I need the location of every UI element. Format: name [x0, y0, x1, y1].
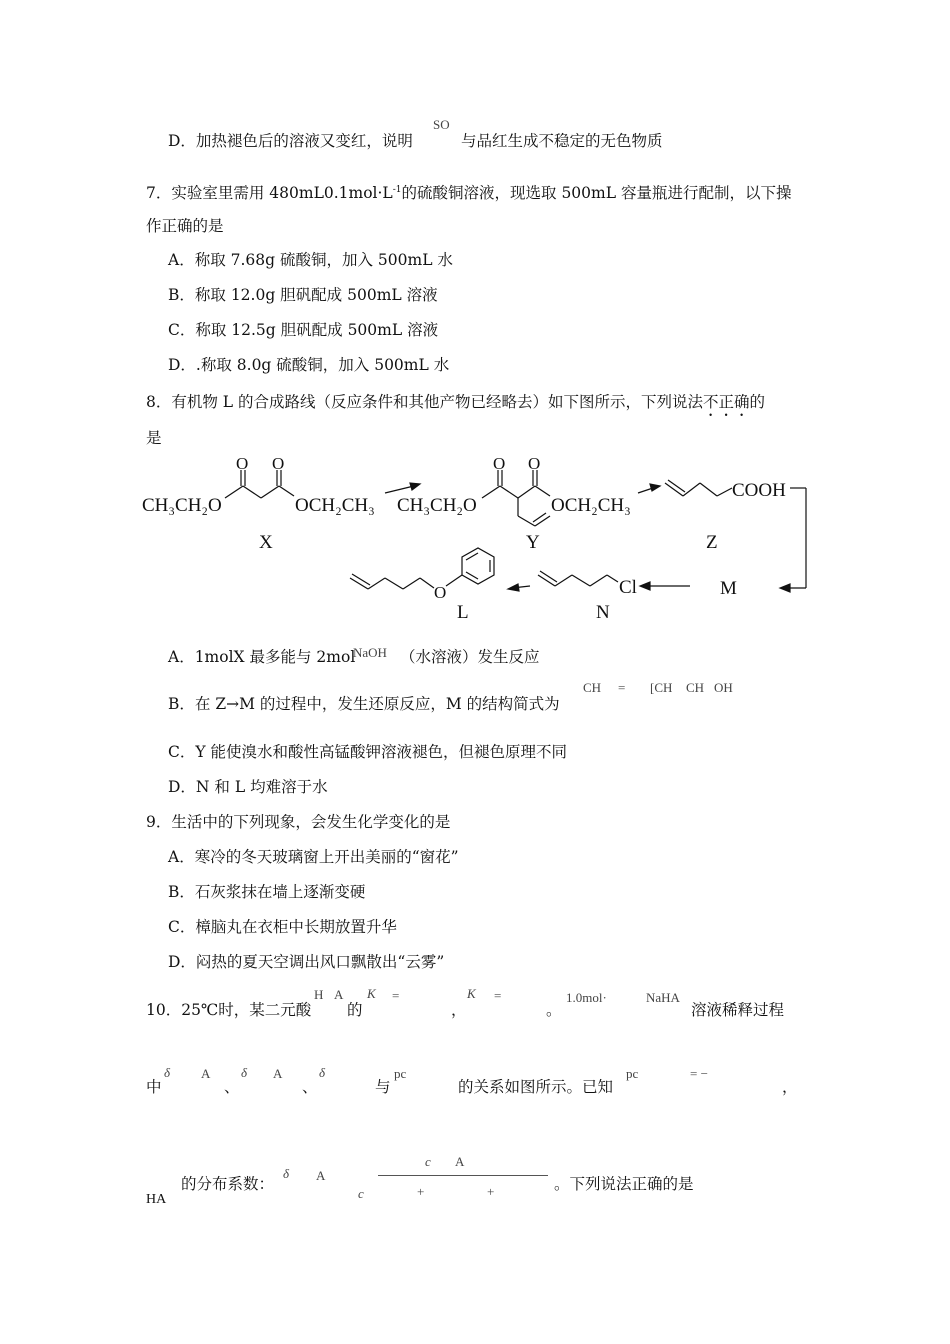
q6-optd-text: D．加热褪色后的溶液又变红，说明: [168, 132, 413, 150]
q7-option-d: D．.称取 8.0g 硫酸铜，加入 500mL 水: [168, 356, 450, 374]
q7-stem-line1: [146, 180, 791, 203]
q10-ka2-eq: =: [494, 988, 502, 1003]
q10-de: 的: [347, 1001, 363, 1019]
label-y: Y: [526, 532, 540, 553]
q10-stem-end: 溶液稀释过程: [691, 1001, 785, 1019]
q10-comma-2: ，: [782, 1078, 798, 1096]
q8-stem-line2: 是: [146, 429, 162, 447]
l-oxygen: O: [434, 583, 447, 602]
q8-option-d: D．N 和 L 均难溶于水: [168, 778, 328, 796]
q10-delta-3: δ: [319, 1065, 326, 1080]
q10-a-1: A: [201, 1066, 211, 1081]
label-z: Z: [706, 532, 718, 553]
x-left-group: CH₃CH₂O: [142, 495, 222, 516]
q10-ka1: K: [367, 986, 376, 1001]
q6-option-d: [168, 131, 413, 151]
q10-line3-mid: 的分布系数：: [181, 1175, 275, 1193]
q8-option-a-tail: （水溶液）发生反应: [400, 648, 540, 666]
q8-option-a: A．1molX 最多能与 2mol: [168, 648, 356, 666]
q7-stem-a: 7．实验室里需用 480mL0.1mol·L: [146, 184, 393, 203]
q10-h2a-a: A: [334, 987, 344, 1002]
q8-stem-a: 8．有机物 L 的合成路线（反应条件和其他产物已经略去）如下图所示，下列说法: [146, 393, 704, 411]
q8-stem-emph: 不正确: [703, 393, 750, 411]
y-oxygen-1: O: [493, 454, 506, 473]
q10-pc-2: pc: [626, 1066, 639, 1081]
q7-stem-sup: -1: [392, 185, 402, 195]
q10-conc: 1.0mol·: [566, 990, 607, 1005]
q10-ka2: K: [467, 986, 476, 1001]
q7-option-a: A．称取 7.68g 硫酸铜，加入 500mL 水: [168, 251, 453, 269]
q10-ha-label: HA: [146, 1192, 167, 1207]
q10-frac-num-a: A: [455, 1154, 465, 1169]
fraction-bar: [378, 1175, 548, 1176]
q10-h2a-h: H: [314, 987, 324, 1002]
q8-naoh-fragment: NaOH: [353, 645, 387, 660]
q10-sep-1: 、: [224, 1078, 240, 1096]
label-x: X: [259, 532, 273, 553]
q10-line2-start: 中: [146, 1078, 162, 1096]
q10-frac-a: A: [316, 1168, 326, 1183]
q7-stem-line2: 作正确的是: [146, 217, 224, 235]
synthesis-scheme: [0, 448, 950, 628]
x-oxygen-1: O: [236, 454, 249, 473]
q9-option-c: C．樟脑丸在衣柜中长期放置升华: [168, 918, 397, 936]
q10-a-2: A: [273, 1066, 283, 1081]
q10-naha: NaHA: [646, 990, 680, 1005]
y-right-group: OCH₂CH₃: [551, 495, 631, 516]
q10-plus-1: +: [417, 1184, 425, 1199]
q10-ka1-eq: =: [392, 988, 400, 1003]
q6-so-fragment: SO: [433, 117, 450, 132]
q9-option-d: D．闷热的夏天空调出风口飘散出“云雾”: [168, 953, 445, 971]
q7-option-c: C．称取 12.5g 胆矾配成 500mL 溶液: [168, 321, 439, 339]
q8-stem-b: 的: [749, 393, 766, 411]
label-n: N: [596, 602, 610, 623]
y-oxygen-2: O: [528, 454, 541, 473]
q10-line2-mid: 的关系如图所示。已知: [458, 1078, 614, 1096]
q8-optb-frag-oh: OH: [714, 680, 733, 695]
q8-option-b: B．在 Z→M 的过程中，发生还原反应，M 的结构简式为: [168, 695, 560, 713]
q10-delta-4: δ: [283, 1166, 290, 1181]
y-left-group: CH₃CH₂O: [397, 495, 477, 516]
q10-frac-den: c: [358, 1186, 364, 1201]
q10-sep-2: 、: [302, 1078, 318, 1096]
q10-comma: ，: [451, 1001, 467, 1019]
n-chlorine: Cl: [619, 577, 637, 598]
label-l: L: [457, 602, 469, 623]
q10-delta-1: δ: [164, 1065, 171, 1080]
q7-option-b: B．称取 12.0g 胆矾配成 500mL 溶液: [168, 286, 438, 304]
q8-optb-frag-ch: [CH: [650, 680, 673, 695]
q10-pc-1: pc: [394, 1066, 407, 1081]
q10-line3-end: 。下列说法正确的是: [554, 1175, 694, 1193]
q10-stem-start: 10．25℃时，某二元酸: [146, 1001, 312, 1019]
q8-optb-frag-ch2: CH: [583, 680, 602, 695]
q10-plus-2: +: [487, 1184, 495, 1199]
q9-option-a: A．寒冷的冬天玻璃窗上开出美丽的“窗花”: [168, 848, 459, 866]
z-cooh-group: COOH: [732, 480, 786, 501]
q8-stem-line1: [146, 392, 765, 420]
q6-option-d-tail: 与品红生成不稳定的无色物质: [461, 132, 663, 150]
q8-optb-frag-ch-b: CH: [686, 680, 705, 695]
q10-frac-num: c: [425, 1154, 431, 1169]
q8-optb-frag-eq: =: [618, 680, 626, 695]
q8-option-c: C．Y 能使溴水和酸性高锰酸钾溶液褪色，但褪色原理不同: [168, 743, 568, 761]
q7-stem-b: 的硫酸铜溶液，现选取 500mL 容量瓶进行配制，以下操: [401, 184, 792, 203]
x-right-group: OCH₂CH₃: [295, 495, 375, 516]
q10-yu: 与: [375, 1078, 391, 1096]
q9-option-b: B．石灰浆抹在墙上逐渐变硬: [168, 883, 366, 901]
q9-stem: 9．生活中的下列现象，会发生化学变化的是: [146, 813, 451, 831]
x-oxygen-2: O: [272, 454, 285, 473]
label-m: M: [720, 578, 737, 599]
q10-delta-2: δ: [241, 1065, 248, 1080]
q10-eq-minus: = −: [690, 1066, 708, 1081]
q10-period: 。: [546, 1001, 562, 1019]
